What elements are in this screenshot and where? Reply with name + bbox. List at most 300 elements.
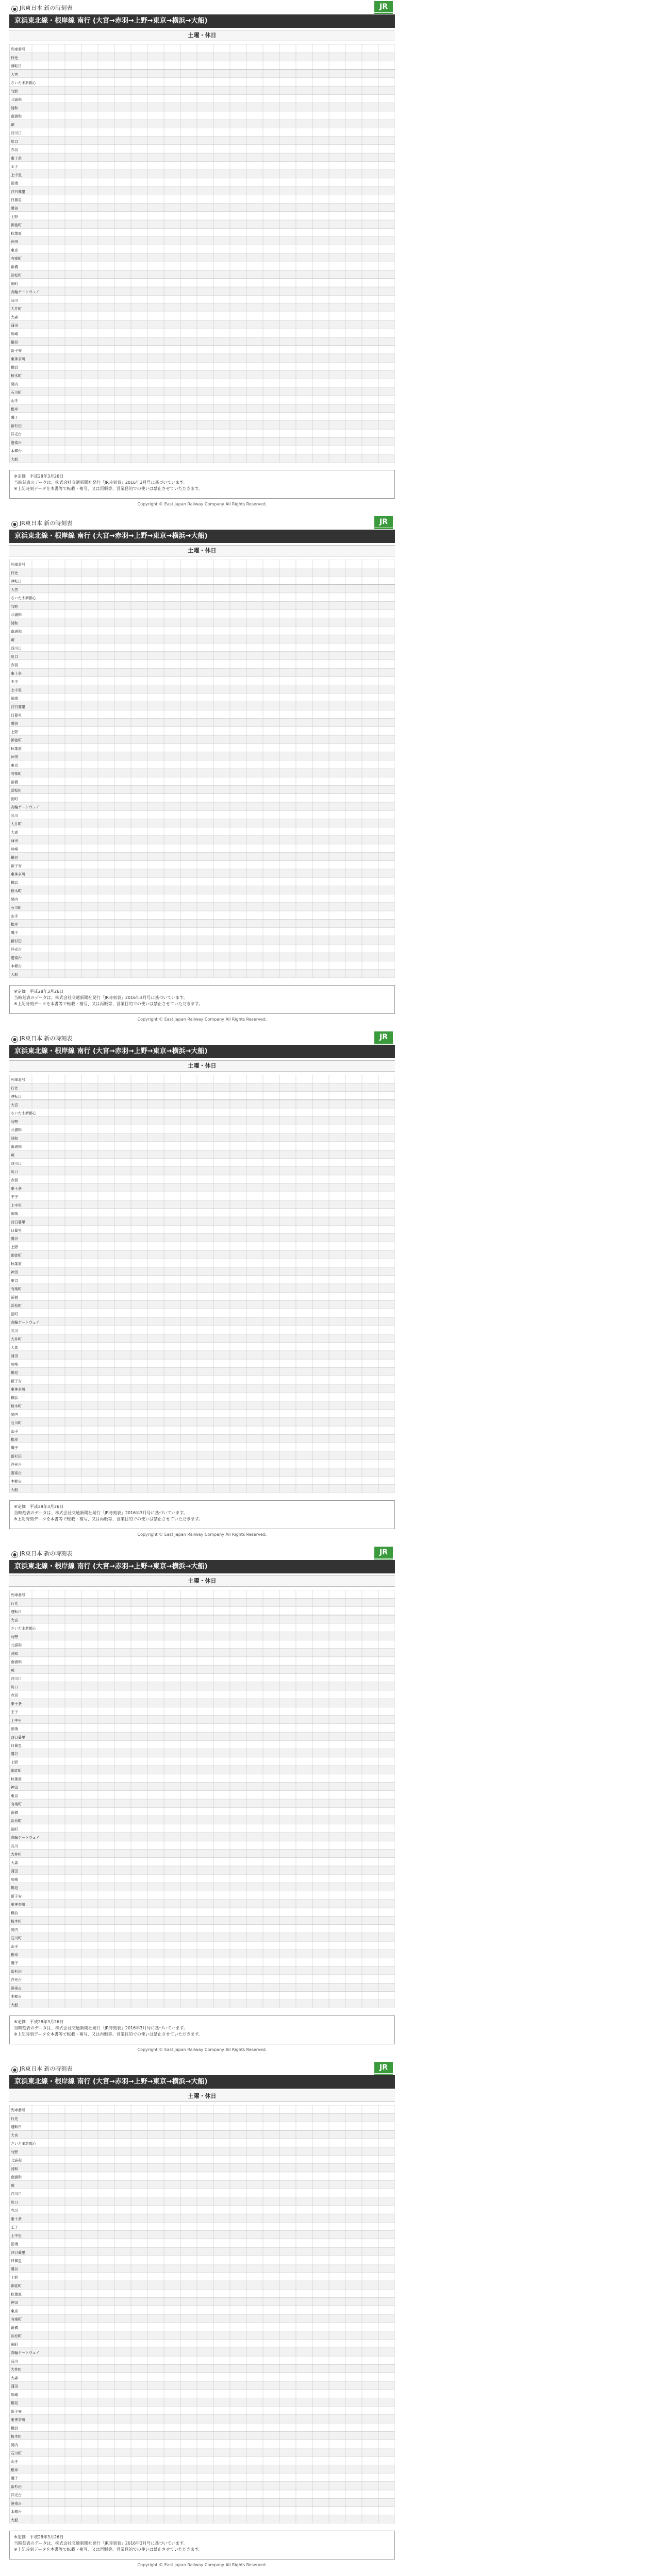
station-name: 新杉田 xyxy=(11,1454,22,1459)
station-name: 高輪ゲートウェイ xyxy=(11,805,40,810)
note-line: 当時刻表のデータは、株式会社交通新聞社発行「JR時刻表」2016年3月号に基づいています。 xyxy=(14,2541,188,2546)
station-name: 浜松町 xyxy=(11,273,22,278)
day-type-label: 土曜・休日 xyxy=(9,1060,395,1072)
row-stripe xyxy=(9,187,395,195)
station-name: 田町 xyxy=(11,2342,18,2347)
page-title: 京浜東北線・根岸線 南行 (大宮→赤羽→上野→東京→横浜→大船) xyxy=(9,2075,395,2089)
station-name: 上中里 xyxy=(11,1718,22,1723)
station-name: 鶴見 xyxy=(11,2401,18,2405)
header-label: 運転日 xyxy=(11,579,22,584)
station-name: さいたま新都心 xyxy=(11,596,36,601)
station-name: 日暮里 xyxy=(11,713,22,718)
station-name: 秋葉原 xyxy=(11,2292,22,2297)
station-name: 大船 xyxy=(11,457,18,462)
row-stripe xyxy=(9,585,395,593)
station-name: 新杉田 xyxy=(11,1969,22,1974)
row-stripe xyxy=(9,437,395,446)
row-stripe xyxy=(9,1367,395,1376)
station-name: 大森 xyxy=(11,830,18,835)
station-name: 西日暮里 xyxy=(11,705,25,709)
row-stripe xyxy=(9,2381,395,2389)
row-stripe xyxy=(9,1167,395,1175)
page-title: 京浜東北線・根岸線 南行 (大宮→赤羽→上野→東京→横浜→大船) xyxy=(9,14,395,28)
jr-logo: JR xyxy=(374,1547,393,1558)
station-name: 品川 xyxy=(11,1844,18,1849)
station-name: 山手 xyxy=(11,399,18,403)
row-stripe xyxy=(9,1665,395,1673)
row-stripe xyxy=(9,2398,395,2406)
row-stripe xyxy=(9,2281,395,2289)
row-stripe xyxy=(9,153,395,161)
home-icon: ● xyxy=(11,1551,18,1558)
station-name: 上野 xyxy=(11,2275,18,2280)
row-stripe xyxy=(9,1632,395,1640)
station-name: 大井町 xyxy=(11,822,22,826)
row-stripe xyxy=(9,2180,395,2189)
station-name: 御徒町 xyxy=(11,223,22,228)
row-stripe xyxy=(9,1217,395,1225)
row-stripe xyxy=(9,1649,395,1657)
station-name: 与野 xyxy=(11,1635,18,1639)
station-name: 大森 xyxy=(11,315,18,319)
home-icon: ● xyxy=(11,2066,18,2073)
station-name: 石川町 xyxy=(11,391,22,395)
station-name: 赤羽 xyxy=(11,663,18,668)
row-stripe xyxy=(9,836,395,844)
row-stripe xyxy=(9,1883,395,1891)
page-title: 京浜東北線・根岸線 南行 (大宮→赤羽→上野→東京→横浜→大船) xyxy=(9,530,395,543)
station-name: 蒲田 xyxy=(11,2384,18,2389)
grid-svg xyxy=(9,560,395,978)
station-name: 大宮 xyxy=(11,72,18,77)
station-name: 山手 xyxy=(11,914,18,919)
grid-svg xyxy=(9,1075,395,1493)
row-stripe xyxy=(9,1100,395,1108)
row-stripe xyxy=(9,668,395,676)
page-title: 京浜東北線・根岸線 南行 (大宮→赤羽→上野→東京→横浜→大船) xyxy=(9,1045,395,1058)
row-stripe xyxy=(9,2465,395,2473)
timetable-page xyxy=(0,1030,662,1546)
header-label: 列車番号 xyxy=(11,2108,25,2113)
station-name: 港南台 xyxy=(11,956,22,960)
station-name: 鶴見 xyxy=(11,1886,18,1890)
station-name: 東十条 xyxy=(11,156,22,161)
station-name: 大船 xyxy=(11,2518,18,2522)
station-name: 洋光台 xyxy=(11,1463,22,1467)
jr-logo: JR xyxy=(374,2062,393,2073)
grid-svg xyxy=(9,1590,395,2008)
station-name: 新子安 xyxy=(11,2409,22,2414)
station-name: 東京 xyxy=(11,1278,18,1283)
station-name: 西日暮里 xyxy=(11,2250,25,2255)
row-stripe xyxy=(9,1816,395,1824)
station-name: 秋葉原 xyxy=(11,1777,22,1782)
row-stripe xyxy=(9,454,395,463)
day-type-label: 土曜・休日 xyxy=(9,2091,395,2102)
station-name: 与野 xyxy=(11,604,18,609)
row-stripe xyxy=(9,1833,395,1841)
station-name: 大宮 xyxy=(11,1618,18,1622)
station-name: 蒲田 xyxy=(11,324,18,328)
station-name: 品川 xyxy=(11,2359,18,2364)
station-name: 川口 xyxy=(11,1170,18,1174)
station-name: 石川町 xyxy=(11,1936,22,1941)
station-name: 田端 xyxy=(11,697,18,701)
row-stripe xyxy=(9,2113,395,2122)
station-name: 西川口 xyxy=(11,2192,22,2196)
station-name: 蒲田 xyxy=(11,1869,18,1874)
station-name: 御徒町 xyxy=(11,738,22,743)
brand-link[interactable] xyxy=(11,4,72,12)
station-name: 新子安 xyxy=(11,1894,22,1899)
row-stripe xyxy=(9,1401,395,1409)
timetable-page xyxy=(0,1546,662,2061)
station-name: 川崎 xyxy=(11,2393,18,2397)
row-stripe xyxy=(9,652,395,660)
copyright: Copyright © East Japan Railway Company All Rights Reserved. xyxy=(137,1532,267,1537)
brand-link[interactable] xyxy=(11,519,72,528)
station-name: 東京 xyxy=(11,2309,18,2313)
station-name: 根岸 xyxy=(11,922,18,927)
row-stripe xyxy=(9,421,395,429)
station-name: 大宮 xyxy=(11,587,18,592)
row-stripe xyxy=(9,1783,395,1791)
station-name: さいたま新都心 xyxy=(11,1626,36,1631)
station-name: 田端 xyxy=(11,181,18,186)
station-name: 新杉田 xyxy=(11,423,22,428)
row-stripe xyxy=(9,204,395,212)
station-name: 東神奈川 xyxy=(11,357,25,362)
header-label: 行先 xyxy=(11,571,18,575)
row-stripe xyxy=(9,1434,395,1443)
station-name: 山手 xyxy=(11,2460,18,2464)
row-stripe xyxy=(9,320,395,329)
station-name: 田町 xyxy=(11,1312,18,1316)
station-name: 蒲田 xyxy=(11,1354,18,1359)
row-stripe xyxy=(9,1950,395,1958)
station-name: 神田 xyxy=(11,2300,18,2305)
station-name: 鶴見 xyxy=(11,340,18,345)
station-name: 新橋 xyxy=(11,2326,18,2330)
station-name: 山手 xyxy=(11,1429,18,1434)
row-stripe xyxy=(9,70,395,78)
row-stripe xyxy=(9,1716,395,1724)
home-icon: ● xyxy=(11,1036,18,1043)
station-name: 鶴見 xyxy=(11,855,18,860)
row-stripe xyxy=(9,903,395,911)
station-name: 田町 xyxy=(11,281,18,286)
station-name: 根岸 xyxy=(11,1437,18,1442)
station-name: 上野 xyxy=(11,1760,18,1765)
station-name: 港南台 xyxy=(11,440,22,445)
station-name: 日暮里 xyxy=(11,1743,22,1748)
station-name: 王子 xyxy=(11,680,18,684)
header-label: 運転日 xyxy=(11,1609,22,1614)
brand-text: JR東日本 新の時刻表 xyxy=(20,520,73,527)
row-stripe xyxy=(9,354,395,362)
station-name: 西川口 xyxy=(11,1676,22,1681)
brand-link[interactable] xyxy=(11,1549,72,1558)
row-stripe xyxy=(9,1183,395,1192)
station-name: 大船 xyxy=(11,2003,18,2007)
station-name: 大森 xyxy=(11,2376,18,2380)
station-name: 西日暮里 xyxy=(11,1735,25,1740)
station-name: 関内 xyxy=(11,2443,18,2447)
copyright: Copyright © East Japan Railway Company All Rights Reserved. xyxy=(137,2047,267,2052)
station-name: 北浦和 xyxy=(11,97,22,102)
header-label: 行先 xyxy=(11,2116,18,2121)
row-stripe xyxy=(9,1933,395,1941)
station-name: 上中里 xyxy=(11,1203,22,1208)
row-stripe xyxy=(9,936,395,944)
row-stripe xyxy=(9,1699,395,1707)
row-stripe xyxy=(9,86,395,94)
station-name: 赤羽 xyxy=(11,148,18,152)
brand-text: JR東日本 新の時刻表 xyxy=(20,1035,73,1042)
station-name: 浜松町 xyxy=(11,1303,22,1308)
station-name: 東十条 xyxy=(11,1187,22,1191)
station-name: 蕨 xyxy=(11,2183,14,2188)
row-stripe xyxy=(9,370,395,379)
station-name: 浜松町 xyxy=(11,1819,22,1823)
timetable-grid xyxy=(9,1590,395,2008)
row-stripe xyxy=(9,1682,395,1690)
note-line: ※上記時刻データを本書等で転載・複写、又は再販等、営業目的での使いは禁止させていただきます。 xyxy=(14,1002,203,1006)
row-stripe xyxy=(9,2298,395,2306)
row-stripe xyxy=(9,220,395,228)
station-name: 鶯谷 xyxy=(11,2267,18,2272)
station-name: 与野 xyxy=(11,89,18,94)
station-name: 根岸 xyxy=(11,407,18,412)
station-name: 蕨 xyxy=(11,1153,14,1158)
row-stripe xyxy=(9,1799,395,1807)
station-name: 川崎 xyxy=(11,1877,18,1882)
station-name: 東十条 xyxy=(11,1702,22,1706)
station-name: 神田 xyxy=(11,1785,18,1790)
row-stripe xyxy=(9,618,395,626)
header-label: 行先 xyxy=(11,1086,18,1091)
row-stripe xyxy=(9,1766,395,1774)
timetable-grid xyxy=(9,560,395,978)
station-name: 磯子 xyxy=(11,1446,18,1450)
station-name: 洋光台 xyxy=(11,1978,22,1982)
station-name: 有楽町 xyxy=(11,1287,22,1292)
station-name: 川崎 xyxy=(11,1362,18,1367)
station-name: 上野 xyxy=(11,730,18,734)
row-stripe xyxy=(9,2348,395,2356)
station-name: 桜木町 xyxy=(11,889,22,893)
notes-box xyxy=(9,470,395,499)
row-stripe xyxy=(9,2431,395,2439)
station-name: 浦和 xyxy=(11,621,18,625)
station-name: 赤羽 xyxy=(11,1693,18,1698)
station-name: 大井町 xyxy=(11,2367,22,2372)
station-name: 桜木町 xyxy=(11,374,22,378)
station-name: 日暮里 xyxy=(11,2259,22,2263)
station-name: 東京 xyxy=(11,248,18,252)
station-name: 赤羽 xyxy=(11,2209,18,2213)
note-line: ※定価 平成28年3月26日 xyxy=(14,474,64,479)
station-name: 大宮 xyxy=(11,1103,18,1107)
station-name: 浜松町 xyxy=(11,2334,22,2338)
station-name: 高輪ゲートウェイ xyxy=(11,1320,40,1325)
row-stripe xyxy=(9,2247,395,2256)
row-stripe xyxy=(9,387,395,396)
row-stripe xyxy=(9,1732,395,1740)
station-name: 田端 xyxy=(11,2242,18,2247)
station-name: 新杉田 xyxy=(11,2484,22,2489)
row-stripe xyxy=(9,2331,395,2339)
station-name: 大宮 xyxy=(11,2133,18,2138)
station-name: 西川口 xyxy=(11,1161,22,1166)
station-name: 新子安 xyxy=(11,863,22,868)
station-name: 神田 xyxy=(11,1270,18,1275)
station-name: 本郷台 xyxy=(11,1479,22,1484)
row-stripe xyxy=(9,237,395,245)
grid-svg xyxy=(9,44,395,463)
page-title: 京浜東北線・根岸線 南行 (大宮→赤羽→上野→東京→横浜→大船) xyxy=(9,1560,395,1573)
row-stripe xyxy=(9,919,395,927)
station-name: 南浦和 xyxy=(11,2175,22,2180)
station-name: 磯子 xyxy=(11,415,18,420)
row-stripe xyxy=(9,1900,395,1908)
station-name: 東神奈川 xyxy=(11,872,25,877)
station-name: 大森 xyxy=(11,1860,18,1865)
station-name: 田端 xyxy=(11,1212,18,1216)
brand-text: JR東日本 新の時刻表 xyxy=(20,5,73,11)
home-icon: ● xyxy=(11,6,18,12)
station-name: 東京 xyxy=(11,763,18,768)
row-stripe xyxy=(9,1150,395,1158)
row-stripe xyxy=(9,769,395,777)
row-stripe xyxy=(9,2130,395,2139)
row-stripe xyxy=(9,1133,395,1142)
station-name: 関内 xyxy=(11,382,18,386)
station-name: 石川町 xyxy=(11,2451,22,2456)
station-name: 新橋 xyxy=(11,780,18,785)
row-stripe xyxy=(9,852,395,860)
station-name: 大井町 xyxy=(11,307,22,311)
station-name: 根岸 xyxy=(11,2468,18,2472)
timetable-grid xyxy=(9,2105,395,2523)
note-line: 当時刻表のデータは、株式会社交通新聞社発行「JR時刻表」2016年3月号に基づいています。 xyxy=(14,995,188,1000)
notes-box xyxy=(9,2015,395,2044)
station-name: 川口 xyxy=(11,2200,18,2205)
header-label: 行先 xyxy=(11,1601,18,1606)
row-stripe xyxy=(9,1267,395,1276)
timetable-grid xyxy=(9,44,395,463)
copyright: Copyright © East Japan Railway Company All Rights Reserved. xyxy=(137,2563,267,2567)
station-name: 東神奈川 xyxy=(11,1387,25,1392)
header-label: 運転日 xyxy=(11,2125,22,2129)
row-stripe xyxy=(9,2415,395,2423)
station-name: 秋葉原 xyxy=(11,231,22,236)
station-name: 田町 xyxy=(11,796,18,801)
row-stripe xyxy=(9,53,395,61)
station-name: 蕨 xyxy=(11,1668,14,1673)
note-line: 当時刻表のデータは、株式会社交通新聞社発行「JR時刻表」2016年3月号に基づいています。 xyxy=(14,2026,188,2030)
top-bar xyxy=(9,1030,395,1044)
station-name: さいたま新都心 xyxy=(11,2142,36,2146)
station-name: 桜木町 xyxy=(11,1919,22,1924)
station-name: 洋光台 xyxy=(11,2493,22,2498)
station-name: 洋光台 xyxy=(11,947,22,952)
station-name: 王子 xyxy=(11,2225,18,2230)
station-name: 王子 xyxy=(11,1195,18,1199)
row-stripe xyxy=(9,1116,395,1125)
station-name: 東十条 xyxy=(11,2217,22,2222)
station-name: 新橋 xyxy=(11,265,18,269)
row-stripe xyxy=(9,137,395,145)
note-line: ※上記時刻データを本書等で転載・複写、又は再販等、営業目的での使いは禁止させていただきます。 xyxy=(14,486,203,491)
brand-link[interactable] xyxy=(11,1034,72,1043)
station-name: 品川 xyxy=(11,814,18,818)
top-bar xyxy=(9,1546,395,1559)
station-name: 港南台 xyxy=(11,1471,22,1476)
row-stripe xyxy=(9,785,395,793)
station-name: 桜木町 xyxy=(11,1404,22,1409)
jr-logo: JR xyxy=(374,1031,393,1043)
timetable-page xyxy=(0,2061,662,2576)
station-name: 有楽町 xyxy=(11,257,22,261)
row-stripe xyxy=(9,1598,395,1606)
station-name: 港南台 xyxy=(11,1986,22,1991)
station-name: 上野 xyxy=(11,214,18,219)
station-name: 北浦和 xyxy=(11,2158,22,2163)
station-name: 上中里 xyxy=(11,688,22,692)
timetable-grid xyxy=(9,1075,395,1493)
station-name: 日暮里 xyxy=(11,1228,22,1233)
row-stripe xyxy=(9,1317,395,1326)
note-line: ※定価 平成28年3月26日 xyxy=(14,989,64,994)
row-stripe xyxy=(9,735,395,743)
notes-box xyxy=(9,2531,395,2560)
station-name: 有楽町 xyxy=(11,2317,22,2322)
station-name: 上中里 xyxy=(11,2233,22,2238)
station-name: 与野 xyxy=(11,2150,18,2155)
row-stripe xyxy=(9,2214,395,2222)
station-name: 本郷台 xyxy=(11,964,22,969)
jr-logo: JR xyxy=(374,516,393,528)
station-name: 高輪ゲートウェイ xyxy=(11,2351,40,2355)
row-stripe xyxy=(9,1418,395,1426)
header-label: 運転日 xyxy=(11,64,22,69)
note-line: 当時刻表のデータは、株式会社交通新聞社発行「JR時刻表」2016年3月号に基づいています。 xyxy=(14,480,188,485)
station-name: 浦和 xyxy=(11,1651,18,1656)
row-stripe xyxy=(9,1083,395,1091)
station-name: 御徒町 xyxy=(11,1253,22,1258)
station-name: 石川町 xyxy=(11,1421,22,1426)
row-stripe xyxy=(9,953,395,961)
row-stripe xyxy=(9,1451,395,1460)
row-stripe xyxy=(9,1967,395,1975)
row-stripe xyxy=(9,1384,395,1393)
station-name: 南浦和 xyxy=(11,1660,22,1665)
station-name: 秋葉原 xyxy=(11,747,22,751)
brand-link[interactable] xyxy=(11,2064,72,2073)
station-name: 根岸 xyxy=(11,1953,18,1957)
top-bar xyxy=(9,0,395,13)
row-stripe xyxy=(9,1849,395,1857)
row-stripe xyxy=(9,1351,395,1359)
station-name: 大井町 xyxy=(11,1852,22,1857)
station-name: 横浜 xyxy=(11,1396,18,1400)
station-name: 磯子 xyxy=(11,2476,18,2481)
row-stripe xyxy=(9,1468,395,1476)
top-bar xyxy=(9,2061,395,2074)
grid-svg xyxy=(9,2105,395,2523)
station-name: 上中里 xyxy=(11,173,22,177)
